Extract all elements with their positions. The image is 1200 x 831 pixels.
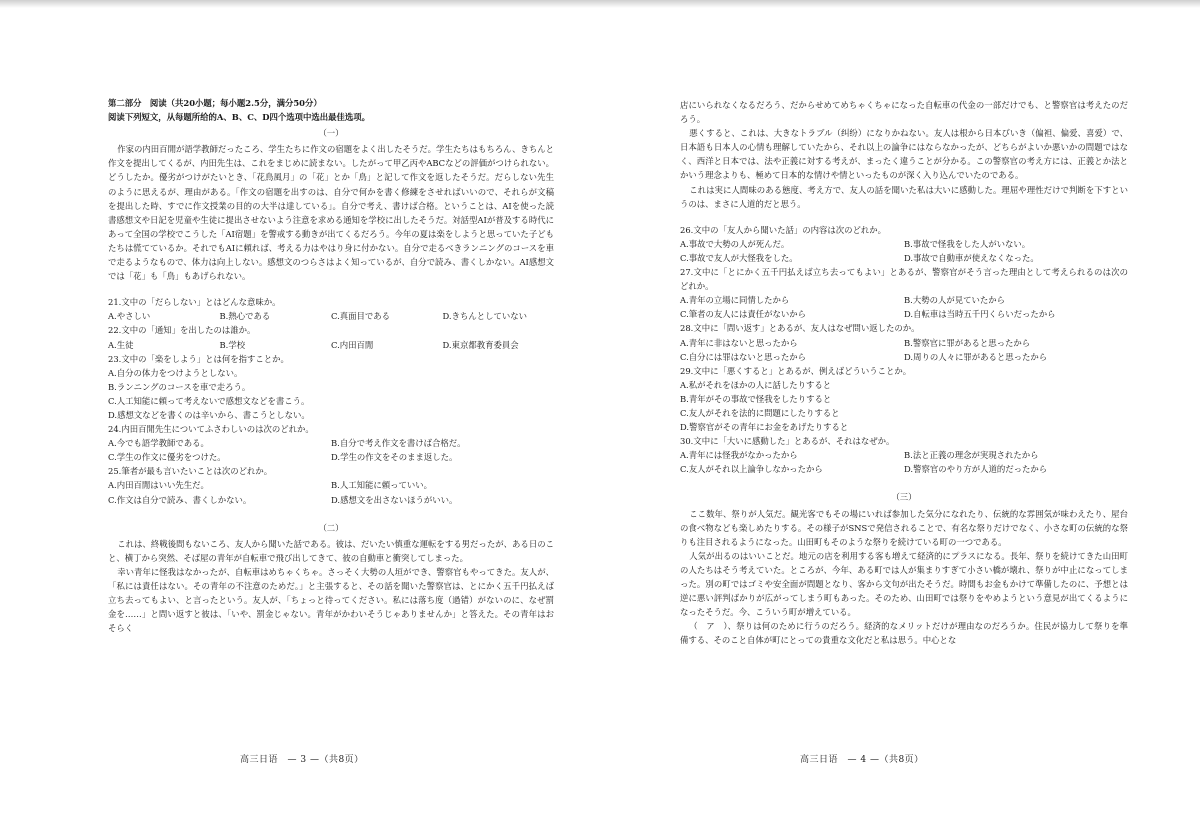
answer-option: C.自分には罪はないと思ったから: [680, 351, 807, 362]
passage2-label: （二）: [318, 522, 344, 533]
answer-option: A.私がそれをほかの人に話したりすると: [680, 379, 832, 390]
options-row: [680, 293, 1128, 307]
answer-option: B.ランニングのコースを車で走ろう。: [108, 381, 251, 392]
passage3-paragraph: ここ数年、祭りが人気だ。観光客でもその場にいれば参加した気分になれたり、伝統的な雰囲気が味わえたり、屋台の食べ物なども楽しめたりする。その様子がSNSで発信されることで、有名な祭りだけでなく、小さな町の伝統的な祭りも注目されるようになった。山田町もそのような祭りを続けている町の一つである。: [680, 508, 1128, 547]
answer-option: C.真面目である: [331, 311, 391, 322]
question-stem: 21.文中の「だらしない」とはどんな意味か。: [108, 297, 281, 308]
answer-option: A.やさしい: [108, 311, 151, 322]
answer-option: A.内田百閒はいい先生だ。: [108, 480, 209, 491]
answer-option: A.今でも語学教師である。: [108, 438, 209, 449]
answer-option: A.自分の体力をつけようとしない。: [108, 367, 243, 378]
answer-option: A.生徒: [108, 339, 134, 350]
answer-option: A.青年に非はないと思ったから: [680, 337, 798, 348]
answer-option: C.学生の作文に優劣をつけた。: [108, 452, 226, 463]
answer-option: C.友人がそれを法的に問題にしたりすると: [680, 407, 840, 418]
question-stem: 25.筆者が最も言いたいことは次のどれか。: [108, 466, 273, 477]
question-stem: 27.文中に「とにかく五千円払えば立ち去ってもよい」とあるが、警察官がそう言った理由として考えられるのは次のどれか。: [680, 267, 1128, 292]
passage2-continued: 店にいられなくなるだろう、だからせめてめちゃくちゃになった自転車の代金の一部だけでも、と警察官は考えたのだろう。: [680, 100, 1128, 125]
options-row: [680, 448, 1128, 462]
options-row: [680, 462, 1128, 476]
answer-option: B.大勢の人が見ていたから: [904, 295, 1005, 306]
answer-option: B.人工知能に頼っていい。: [331, 480, 432, 491]
passage2-paragraph: 幸い青年に怪我はなかったが、自転車はめちゃくちゃ。さっそく大勢の人垣ができ、警察官もやってきた。友人が、「私には責任はない。その青年の不注意のためだ。」と主張すると、その話を聞いた警察官は、とにかく五千円払えば立ち去ってもよい、と言ったという。友人が、「ちょっと待ってください。私には落ち度（過错）がないのに、なぜ罰金を……」と問い返すと彼は、「いや、罰金じゃない。青年がかわいそうじゃありませんか」と答えた。その青年はおそらく: [108, 566, 554, 634]
answer-option: B.警察官に罪があると思ったから: [904, 337, 1031, 348]
answer-option: C.内田百閒: [331, 339, 374, 350]
answer-option: C.友人がそれ以上論争しなかったから: [680, 464, 823, 475]
answer-option: B.自分で考え作文を書けば合格だ。: [331, 438, 466, 449]
answer-option: C.筆者の友人には責任がないから: [680, 309, 807, 320]
page-footer-left: 高三日语 — 3 —（共8页）: [240, 755, 364, 765]
answer-option: C.事故で友人が大怪我をした。: [680, 252, 798, 263]
answer-option: B.法と正義の理念が実現されたから: [904, 450, 1039, 461]
options-row: [680, 251, 1128, 265]
right-questions: [680, 223, 1128, 477]
options-row: [108, 436, 554, 450]
answer-option: D.きちんとしていない: [442, 311, 527, 322]
answer-option: A.事故で大勢の人が死んだ。: [680, 238, 790, 249]
options-row: [108, 493, 554, 507]
passage1-label: （一）: [318, 128, 344, 139]
passage1-paragraph: 作家の内田百閒が語学教師だったころ、学生たちに作文の宿題をよく出したそうだ。学生たちはもちろん、きちんと作文を提出してくるが、内田先生は、これをまじめに読まない。したがって甲乙丙やABCなどの評価がつけられない。どうしたか。優劣がつけがたいとき、「花鳥風月」の「花」とか「鳥」と記して作文を返したそうだ。だらしない先生のように思えるが、理由がある。「作文の宿題を出すのは、自分で何かを書く修練をさせればいいので、それらが文稿を提出した時、すでに作文授業の目的の大半は達している」。自分で考え、書けば合格。ということは、AIを使った読書感想文や日記を児童や生徒に提出させないよう注意を求める通知を学校に出したそうだ。対話型AIが普及する時代にあって全国の学校でこうした「AI宿題」を警戒する動きが出てくるだろう。今年の夏は楽をしようと思っていた子どもたちは慌てているか。それでもAIに頼れば、考える力はやはり身に付かない。自分で走るべきランニングのコースを車で走るようなもので、体力は向上しない。感想文のつらさはよく知っているが、自分で読み、書くしかない。AI感想文では「花」も「鳥」もあげられない。: [108, 144, 554, 282]
answer-option: D.感想文などを書くのは辛いから、書こうとしない。: [108, 409, 310, 420]
question-stem: 26.文中の「友人から聞いた話」の内容は次のどれか。: [680, 224, 886, 235]
left-questions: [108, 295, 554, 506]
answer-option: C.作文は自分で読み、書くしかない。: [108, 494, 252, 505]
options-row: [108, 478, 554, 492]
answer-option: B.青年がその事故で怪我をしたりすると: [680, 393, 832, 404]
question-stem: 29.文中に「悪くすると」とあるが、例えばどういうことか。: [680, 365, 912, 376]
options-row: [108, 338, 554, 352]
passage3-paragraph: （ ア ）、祭りは何のために行うのだろう。経済的なメリットだけが理由なのだろうか。住民が協力して祭りを準備する、そのこと自体が町にとっての貴重な文化だと私は思う。中心とな: [680, 621, 1128, 646]
question-stem: 24.内田百閒先生についてふさわしいのは次のどれか。: [108, 424, 314, 435]
left-page: [108, 96, 554, 635]
passage2-continued: 悪くすると、これは、大きなトラブル（纠纷）になりかねない。友人は根から日本びいき（偏袒、偏爱、喜爱）で、日本語も日本人の心情も理解していたから、それ以上の論争にはならなかったが、どちらがよいか悪いかの問題ではなく、西洋と日本では、法や正義に対する考えが、まったく違うことが分かる。この警察官の考え方には、正義とか法とかいう理念よりも、極めて日本的な情けや情といったものが深く入り込んでいたのである。: [680, 128, 1128, 181]
passage2-paragraph: これは、終戦後間もないころ、友人から聞いた話である。彼は、だいたい慎重な運転をする男だったが、ある日のこと、横丁から突然、そば屋の青年が自転車で飛び出してきて、彼の自動車と衝突してしまった。: [108, 538, 554, 563]
question-stem: 22.文中の「通知」を出したのは誰か。: [108, 325, 256, 336]
answer-option: A.青年には怪我がなかったから: [680, 450, 798, 461]
answer-option: B.熱心である: [219, 311, 271, 322]
answer-option: B.事故で怪我をした人がいない。: [904, 238, 1031, 249]
right-page: [680, 98, 1128, 647]
options-row: [680, 350, 1128, 364]
answer-option: B.学校: [219, 339, 246, 350]
answer-option: D.東京都教育委員会: [442, 339, 519, 350]
answer-option: D.学生の作文をそのまま返した。: [331, 452, 458, 463]
question-stem: 28.文中に「問い返す」とあるが、友人はなぜ問い返したのか。: [680, 323, 920, 334]
options-row: [680, 336, 1128, 350]
answer-option: D.事故で自動車が使えなくなった。: [904, 252, 1039, 263]
options-row: [108, 309, 554, 323]
answer-option: D.自転車は当時五千円くらいだったから: [904, 309, 1056, 320]
answer-option: D.感想文を出さないほうがいい。: [331, 494, 458, 505]
passage2-continued: これは実に人間味のある態度、考え方で、友人の話を聞いた私は大いに感動した。理屈や理性だけで判断を下すというのは、まさに人道的だと思う。: [680, 184, 1128, 209]
instruction: 阅读下列短文，从每题所给的A、B、C、D四个选项中选出最佳选项。: [108, 112, 371, 123]
question-stem: 23.文中の「楽をしよう」とは何を指すことか。: [108, 353, 289, 364]
answer-option: C.人工知能に頼って考えないで感想文などを書こう。: [108, 395, 310, 406]
options-row: [680, 307, 1128, 321]
answer-option: D.警察官がその青年にお金をあげたりすると: [680, 422, 849, 433]
options-row: [108, 450, 554, 464]
options-row: [680, 237, 1128, 251]
passage3-label: （三）: [891, 492, 917, 503]
answer-option: D.周りの人々に罪があると思ったから: [904, 351, 1048, 362]
page-footer-right: 高三日语 — 4 —（共8页）: [800, 755, 924, 765]
passage3-paragraph: 人気が出るのはいいことだ。地元の店を利用する客も増えて経済的にプラスになる。長年、祭りを続けてきた山田町の人たちはそう考えていた。ところが、今年、ある町では人が集まりすぎて小さい橋が壊れ、祭りが中止になってしまった。別の町ではゴミや安全面が問題となり、客から文句が出たそうだ。時間もお金もかけて準備したのに、予想とは逆に悪い評判ばかりが広がってしまう町もあった。そのため、山田町では祭りをやめようという意見が出てくるようになったそうだ。今、こういう町が増えている。: [680, 550, 1128, 618]
answer-option: A.青年の立場に同情したから: [680, 295, 790, 306]
section-title: 第二部分 阅读（共20小题；每小题2.5分，满分50分）: [108, 98, 322, 108]
question-stem: 30.文中に「大いに感動した」とあるが、それはなぜか。: [680, 436, 895, 447]
answer-option: D.警察官のやり方が人道的だったから: [904, 464, 1048, 475]
scan-edge: [0, 0, 1200, 8]
